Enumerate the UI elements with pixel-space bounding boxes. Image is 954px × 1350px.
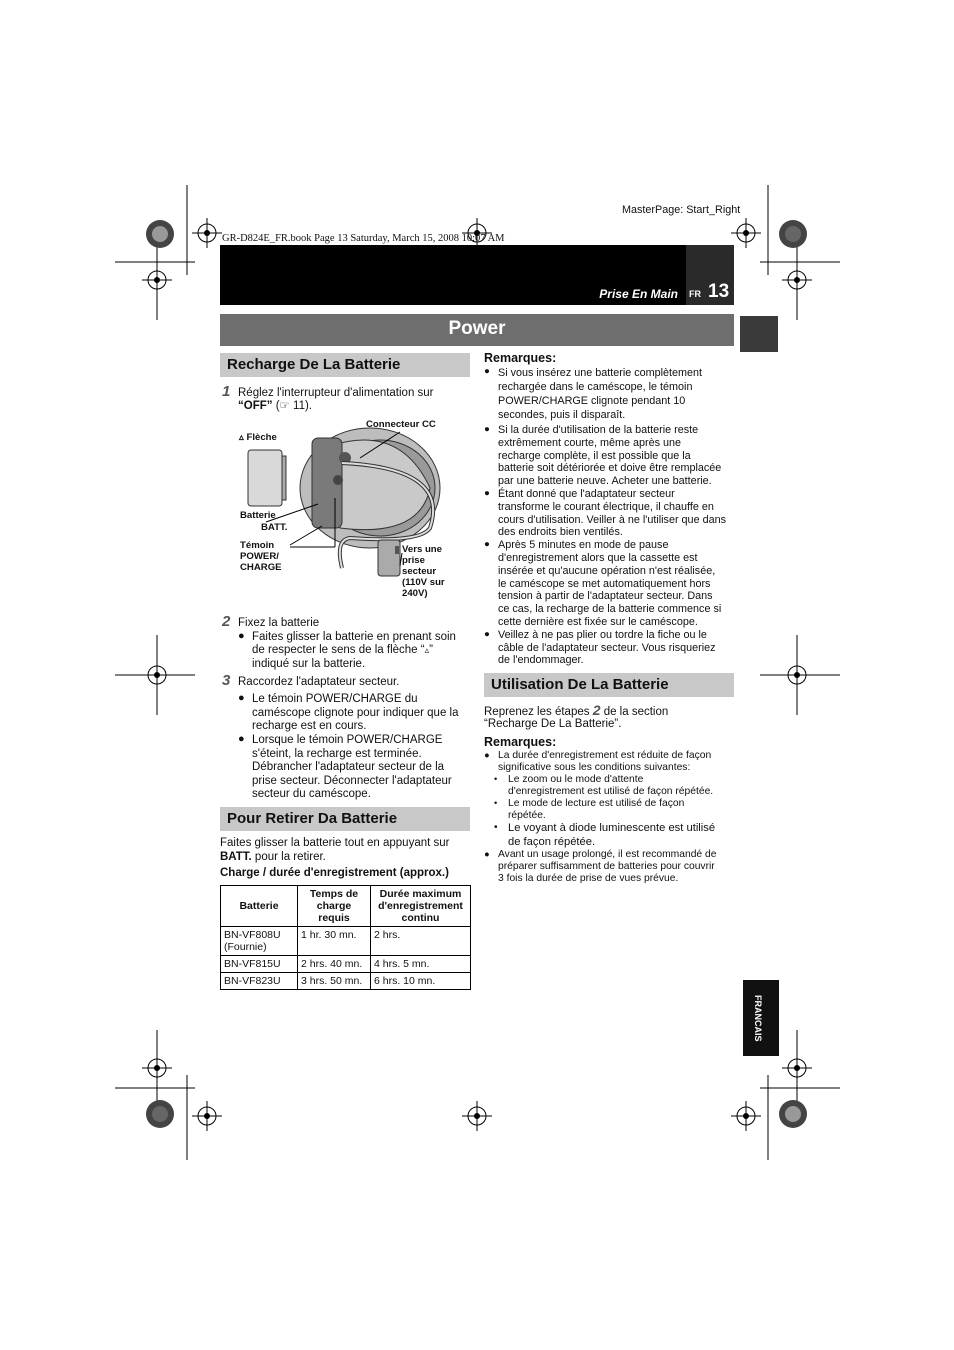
note-line: rechargée dans le caméscope, le témoin	[498, 381, 693, 393]
page-header	[220, 245, 734, 305]
step2-b1-l1: Faites glisser la batterie en prenant soin	[252, 631, 456, 643]
step1-line2	[238, 400, 312, 414]
label-temoin-1: Témoin	[240, 540, 275, 551]
bullet-dot: ●	[484, 750, 490, 760]
step2-number: 2	[222, 613, 231, 630]
note-line: par une batterie neuve. Acheter une batterie.	[498, 475, 712, 488]
step1-line1: Réglez l'interrupteur d'alimentation sur	[238, 387, 434, 399]
label-connecteur: Connecteur CC	[366, 419, 436, 430]
note-line: Veillez à ne pas plier ou tordre la fiche ou le	[498, 628, 707, 641]
table-row	[221, 927, 471, 956]
util-line1a: Reprenez les étapes	[484, 706, 590, 718]
note-line: de façon répétée.	[508, 835, 596, 848]
fleche-text: Flèche	[246, 432, 277, 443]
table-row	[221, 973, 471, 990]
bullet-dot: ●	[484, 488, 490, 499]
label-vers-1: Vers une	[402, 544, 442, 555]
note-line: d'enregistrement alors que la cassette est	[498, 552, 698, 564]
table-cell: 2 hrs.	[371, 927, 471, 956]
table-row	[221, 956, 471, 973]
note-line: le caméscope se met automatiquement hors	[498, 577, 711, 590]
note-line: transforme le courant électrique, il chauffe en	[498, 500, 714, 513]
note-line: d'enregistrement est utilisé de façon répétée.	[508, 786, 714, 797]
table-cell: 4 hrs. 5 mn.	[371, 956, 471, 973]
util-line1b: de la section	[603, 706, 669, 718]
label-batterie: Batterie	[240, 510, 276, 521]
step3-b2-l5: secteur du caméscope.	[252, 788, 371, 800]
off-label: “OFF”	[238, 400, 273, 412]
table-header: Durée maximum d'enregistrement continu	[371, 886, 471, 927]
note-line: répétée.	[508, 810, 546, 821]
note-line: Étant donné que l'adaptateur secteur	[498, 488, 675, 500]
bullet-dot: •	[494, 798, 498, 808]
note-line: Après 5 minutes en mode de pause	[498, 539, 669, 552]
retirer-line2	[220, 851, 326, 865]
note-line: Si la durée d'utilisation de la batterie reste	[498, 424, 699, 436]
header-lang: FR	[689, 289, 701, 299]
retirer-line1: Faites glisser la batterie tout en appuyant sur	[220, 837, 450, 849]
header-page-box	[686, 245, 734, 305]
label-vers-5: 240V)	[402, 588, 428, 599]
book-info: GR-D824E_FR.book Page 13 Saturday, March 15, 2008 10:07 AM	[222, 233, 505, 244]
step1-ref: (☞ 11).	[275, 400, 312, 412]
note-line: Le zoom ou le mode d'attente	[508, 774, 644, 785]
remarques-title-2: Remarques:	[484, 735, 557, 749]
note-line: Avant un usage prolongé, il est recommandé de	[498, 849, 717, 860]
retirer-line2-rest: pour la retirer.	[251, 851, 326, 863]
note-line: tension à partir de l'adaptateur secteur. Dans	[498, 590, 713, 603]
arrow-icon: ▵	[424, 645, 430, 655]
note-line: des endroits bien ventilés.	[498, 526, 623, 539]
bullet-dot: ●	[238, 630, 245, 642]
note-line: batterie soit détériorée et doive être remplacée	[498, 462, 722, 475]
utilisation-heading: Utilisation De La Batterie	[484, 673, 734, 697]
table-cell: 1 hr. 30 mn.	[298, 927, 371, 956]
step1-number: 1	[222, 383, 231, 400]
note-line: ce cas, la recharge de la batterie commence si	[498, 603, 722, 616]
table-header: Temps de charge requis	[298, 886, 371, 927]
header-section: Prise En Main	[599, 287, 678, 301]
note-line: cette dernière est fixée sur le caméscope.	[498, 616, 698, 628]
label-vers-3: secteur	[402, 566, 437, 577]
step2-b1-l2-end: ”	[429, 644, 433, 656]
bullet-dot: ●	[484, 366, 490, 377]
side-tab-marker	[740, 316, 778, 352]
note-line: Le mode de lecture est utilisé de façon	[508, 798, 685, 809]
bullet-dot: ●	[484, 539, 490, 551]
note-line: Si vous insérez une batterie complètement	[498, 367, 703, 379]
step3-b2-l4: prise secteur. Déconnecter l'adaptateur	[252, 775, 452, 787]
label-vers-2: prise	[402, 555, 425, 566]
label-fleche: ▵ Flèche	[239, 432, 277, 443]
step2-b1-l2-text: de respecter le sens de la flèche “	[252, 644, 425, 656]
table-cell: BN-VF823U	[221, 973, 298, 990]
note-line: câble de l'adaptateur secteur. Vous risqueriez	[498, 641, 716, 654]
util-line2: “Recharge De La Batterie”.	[484, 718, 622, 730]
note-line: significative sous les conditions suivantes:	[498, 762, 691, 773]
step3-b2-l2: s'éteint, la recharge est terminée.	[252, 748, 422, 760]
step3-b1-l3: recharge est en cours.	[252, 720, 367, 732]
note-line: secondes, puis il disparaît.	[498, 409, 626, 421]
note-line: extrêmement courte, même après une	[498, 436, 682, 449]
page-title: Power	[220, 314, 734, 346]
bullet-dot: ●	[238, 733, 245, 745]
note-line: de l'endommager.	[498, 654, 584, 667]
table-cell: BN-VF815U	[221, 956, 298, 973]
table-cell: 6 hrs. 10 mn.	[371, 973, 471, 990]
note-line: Le voyant à diode luminescente est utilisé	[508, 822, 716, 834]
label-batt: BATT.	[261, 522, 288, 533]
note-line: recharge complète, il est possible que la	[498, 449, 691, 462]
language-tab-label: FRANCAIS	[753, 995, 763, 1042]
battery-table	[220, 885, 471, 990]
bullet-dot: ●	[484, 849, 490, 859]
bullet-dot: •	[494, 822, 498, 833]
note-line: La durée d'enregistrement est réduite de façon	[498, 750, 712, 761]
page-number: 13	[708, 281, 730, 302]
table-cell: BN-VF808U (Fournie)	[221, 927, 298, 956]
label-vers-4: (110V sur	[402, 577, 445, 588]
step2-b1-l3: indiqué sur la batterie.	[252, 658, 366, 670]
util-step-number: 2	[592, 702, 601, 718]
language-tab	[743, 980, 779, 1056]
recharge-heading: Recharge De La Batterie	[220, 353, 470, 377]
step2-b1-l2	[252, 644, 433, 658]
bullet-dot: ●	[484, 628, 490, 640]
step3-number: 3	[222, 672, 231, 689]
note-line: préparer suffisamment de batteries pour couvrir	[498, 860, 715, 872]
note-line: insérée et qu'aucune opération n'est réalisée,	[498, 564, 716, 577]
step3-b1-l2: caméscope clignote pour indiquer que la	[252, 707, 459, 719]
bullet-dot: ●	[484, 424, 490, 435]
step3-b1-l1: Le témoin POWER/CHARGE du	[252, 693, 418, 705]
note-line: 3 fois la durée de prise de vues prévue.	[498, 872, 679, 884]
bullet-dot: ●	[238, 692, 245, 704]
bullet-dot: •	[494, 774, 498, 784]
step3-b2-l3: Débrancher l'adaptateur secteur de la	[252, 761, 445, 773]
masterpage-label: MasterPage: Start_Right	[622, 204, 741, 216]
batt-button-label: BATT.	[220, 851, 252, 863]
step3-b2-l1: Lorsque le témoin POWER/CHARGE	[252, 734, 443, 746]
retirer-heading: Pour Retirer Da Batterie	[220, 807, 470, 831]
table-header: Batterie	[221, 886, 298, 927]
table-cell: 3 hrs. 50 mn.	[298, 973, 371, 990]
table-cell: 2 hrs. 40 mn.	[298, 956, 371, 973]
note-line: cours d'utilisation. Veiller à ne l'utiliser que dans	[498, 513, 726, 526]
table-title: Charge / durée d'enregistrement (approx.)	[220, 867, 449, 879]
remarques-title: Remarques:	[484, 351, 557, 365]
label-temoin-2: POWER/	[240, 551, 279, 562]
note-line: POWER/CHARGE clignote pendant 10	[498, 395, 686, 407]
step3-text: Raccordez l'adaptateur secteur.	[238, 676, 400, 688]
label-temoin-3: CHARGE	[240, 562, 282, 573]
step2-text: Fixez la batterie	[238, 617, 320, 629]
table-header-row	[221, 886, 471, 927]
